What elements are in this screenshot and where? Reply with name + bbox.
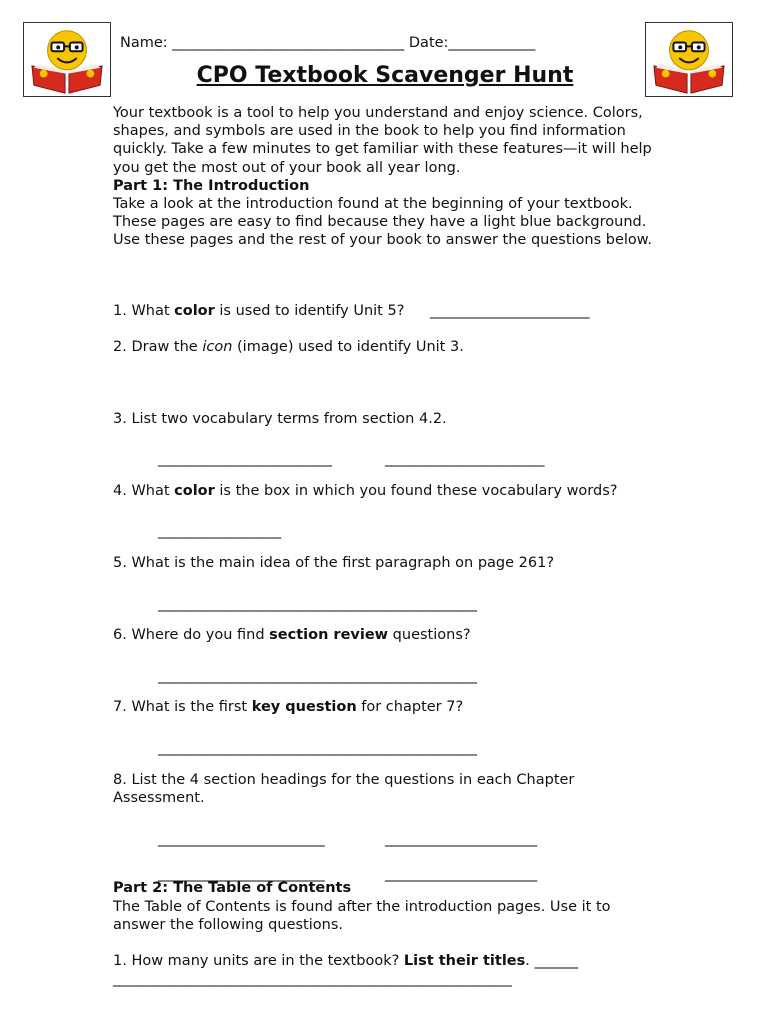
question-3: 3. List two vocabulary terms from section 4.2. — [113, 411, 447, 427]
q1-bold: color — [174, 303, 215, 319]
question-1 — [113, 303, 404, 319]
q4-answer-blank[interactable]: _________________ — [158, 523, 282, 539]
name-field[interactable]: Name: ________________________________ — [120, 35, 405, 51]
q1-post: is used to identify Unit 5? — [214, 303, 405, 319]
p2q1-bold: List their titles — [403, 953, 526, 969]
question-6 — [113, 627, 471, 643]
question-5: 5. What is the main idea of the first paragraph on page 261? — [113, 555, 555, 571]
q8-answer-blank-a[interactable]: _______________________ — [158, 831, 325, 847]
question-2 — [113, 339, 464, 355]
name-date-line — [120, 35, 535, 51]
question-4 — [113, 483, 617, 499]
part1-text: Take a look at the introduction found at the beginning of your textbook. These pages are easy to find because they have a light blue background. Use these pages and the rest of your book to answer the questions below. — [113, 196, 652, 249]
part2-q1-answer-line[interactable]: _______________________________________________________ — [113, 971, 512, 987]
q1-pre: 1. What — [113, 303, 175, 319]
q8-answer-blank-c[interactable]: _______________________ — [158, 866, 325, 882]
q2-italic: icon — [202, 339, 233, 355]
intro-paragraph-end: you get the most out of your book all year long. — [113, 159, 461, 176]
p2q1-post[interactable]: . ______ — [525, 953, 578, 969]
page-title-text: CPO Textbook Scavenger Hunt — [196, 63, 574, 88]
q6-bold: section review — [269, 627, 389, 643]
part2-heading: Part 2: The Table of Contents — [113, 880, 352, 896]
question-8-line2: Assessment. — [113, 790, 205, 806]
part2-text: The Table of Contents is found after the introduction pages. Use it to answer the following questions. — [113, 899, 611, 934]
q4-post: is the box in which you found these vocabulary words? — [214, 483, 618, 499]
q3-answer-blank-a[interactable]: ________________________ — [158, 451, 332, 467]
intro-paragraph: Your textbook is a tool to help you understand and enjoy science. Colors, shapes, and symbols are used in the book to help you find information quickly. Take a few minutes to get familiar with these features—it will help — [113, 105, 652, 158]
q7-pre: 7. What is the first — [113, 699, 252, 715]
q2-pre: 2. Draw the — [113, 339, 203, 355]
q4-pre: 4. What — [113, 483, 175, 499]
q3-answer-blank-b[interactable]: ______________________ — [385, 451, 545, 467]
q2-post: (image) used to identify Unit 3. — [232, 339, 464, 355]
q6-post: questions? — [388, 627, 471, 643]
part1-heading: Part 1: The Introduction — [113, 177, 310, 194]
intro-section — [113, 104, 658, 250]
date-field[interactable]: Date:____________ — [408, 35, 536, 51]
q8-answer-blank-d[interactable]: _____________________ — [385, 866, 538, 882]
q4-bold: color — [174, 483, 215, 499]
p2q1-pre: 1. How many units are in the textbook? — [113, 953, 404, 969]
q7-post: for chapter 7? — [356, 699, 464, 715]
q6-answer-blank[interactable]: ____________________________________________ — [158, 668, 477, 684]
q7-answer-blank[interactable]: ____________________________________________ — [158, 740, 477, 756]
q8-answer-blank-b[interactable]: _____________________ — [385, 831, 538, 847]
question-7 — [113, 699, 463, 715]
part2-question-1 — [113, 953, 578, 969]
page-title — [0, 63, 770, 88]
question-8-line1: 8. List the 4 section headings for the questions in each Chapter — [113, 772, 575, 788]
q6-pre: 6. Where do you find — [113, 627, 270, 643]
q7-bold: key question — [251, 699, 357, 715]
q1-answer-blank[interactable]: ______________________ — [430, 303, 590, 319]
q5-answer-blank[interactable]: ____________________________________________ — [158, 596, 477, 612]
